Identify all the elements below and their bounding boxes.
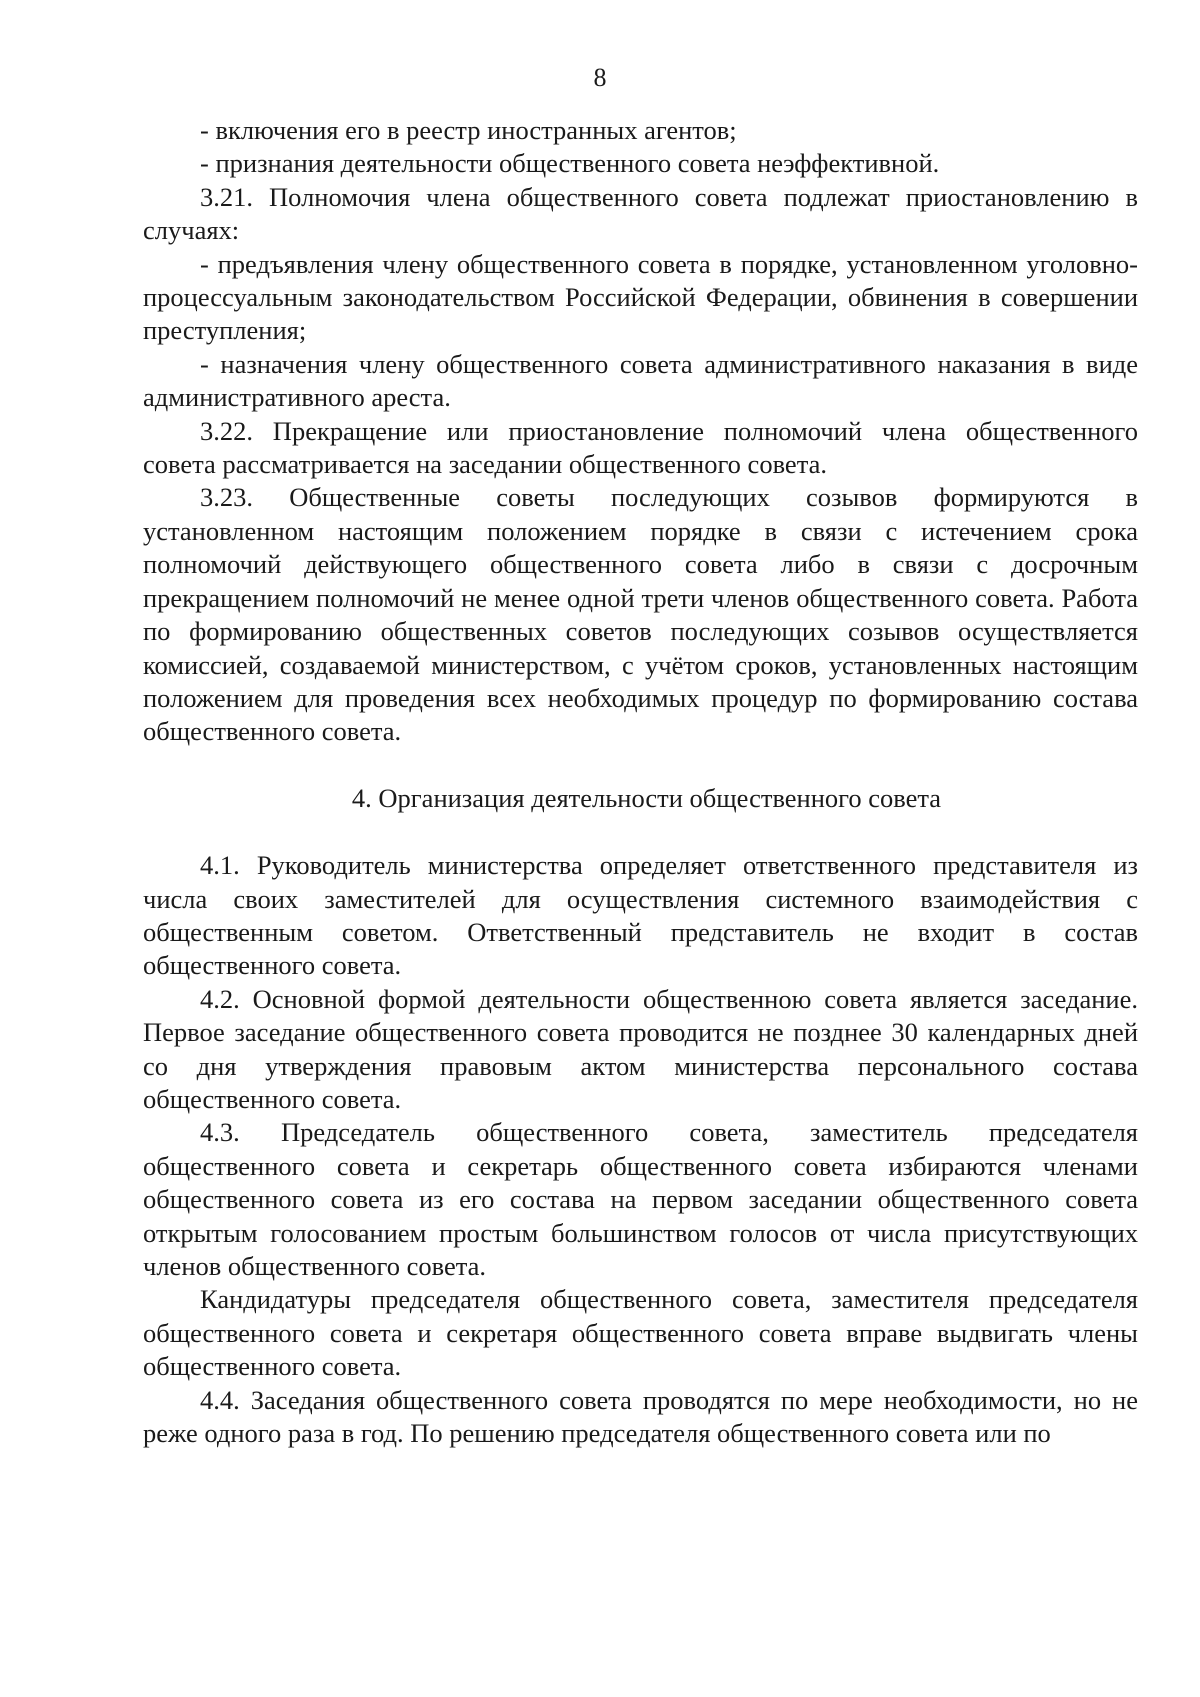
- paragraph-candidates: Кандидатуры председателя общественного совета, заместителя председателя общественного совета и секретаря общественного совета вправе выдвигать члены общественного совета.: [143, 1284, 1138, 1382]
- paragraph-4-2: 4.2. Основной формой деятельности общественною совета является заседание. Первое заседание общественного совета проводится не позднее 30 календарных дней со дня утверждения правовым актом министерства персонального состава общественного совета.: [143, 983, 1138, 1114]
- paragraph-4-3: 4.3. Председатель общественного совета, заместитель председателя общественного совета и секретарь общественного совета избираются членами общественного совета из его состава на первом заседании общественного совета открытым голосованием простым большинством голосов от числа присутствующих членов общественного совета.: [143, 1117, 1138, 1281]
- paragraph-3-23: 3.23. Общественные советы последующих созывов формируются в установленном настоящим положением порядке в связи с истечением срока полномочий действующего общественного совета либо в связи с досрочным прекращением полномочий не менее одной трети членов общественного совета. Работа по формированию общественных советов последующих созывов осуществляется комиссией, создаваемой министерством, с учётом сроков, установленных настоящим положением для проведения всех необходимых процедур по формированию состава общественного совета.: [143, 482, 1138, 747]
- paragraph-4-1: 4.1. Руководитель министерства определяет ответственного представителя из числа своих заместителей для осуществления системного взаимодействия с общественным советом. Ответственный представитель не входит в состав общественного совета.: [143, 850, 1138, 981]
- paragraph-3-21: 3.21. Полномочия члена общественного совета подлежат приостановлению в случаях:: [143, 181, 1138, 246]
- paragraph-4-4: 4.4. Заседания общественного совета проводятся по мере необходимости, но не реже одного раза в год. По решению председателя общественного совета или по: [143, 1384, 1138, 1449]
- paragraph-criminal-charge: - предъявления члену общественного совета в порядке, установленном уголовно-процессуальным законодательством Российской Федерации, обвинения в совершении преступления;: [143, 248, 1138, 346]
- page-number: 8: [593, 63, 607, 92]
- paragraph-administrative-arrest: - назначения члену общественного совета административного наказания в виде административного ареста.: [143, 348, 1138, 413]
- paragraph-council-ineffective: - признания деятельности общественного совета неэффективной.: [200, 148, 940, 179]
- paragraph-3-22: 3.22. Прекращение или приостановление полномочий члена общественного совета рассматривается на заседании общественного совета.: [143, 415, 1138, 480]
- paragraph-foreign-agent-registry: - включения его в реестр иностранных агентов;: [200, 115, 737, 145]
- document-body: [143, 114, 1138, 1450]
- section-heading: 4. Организация деятельности общественного совета: [351, 782, 942, 813]
